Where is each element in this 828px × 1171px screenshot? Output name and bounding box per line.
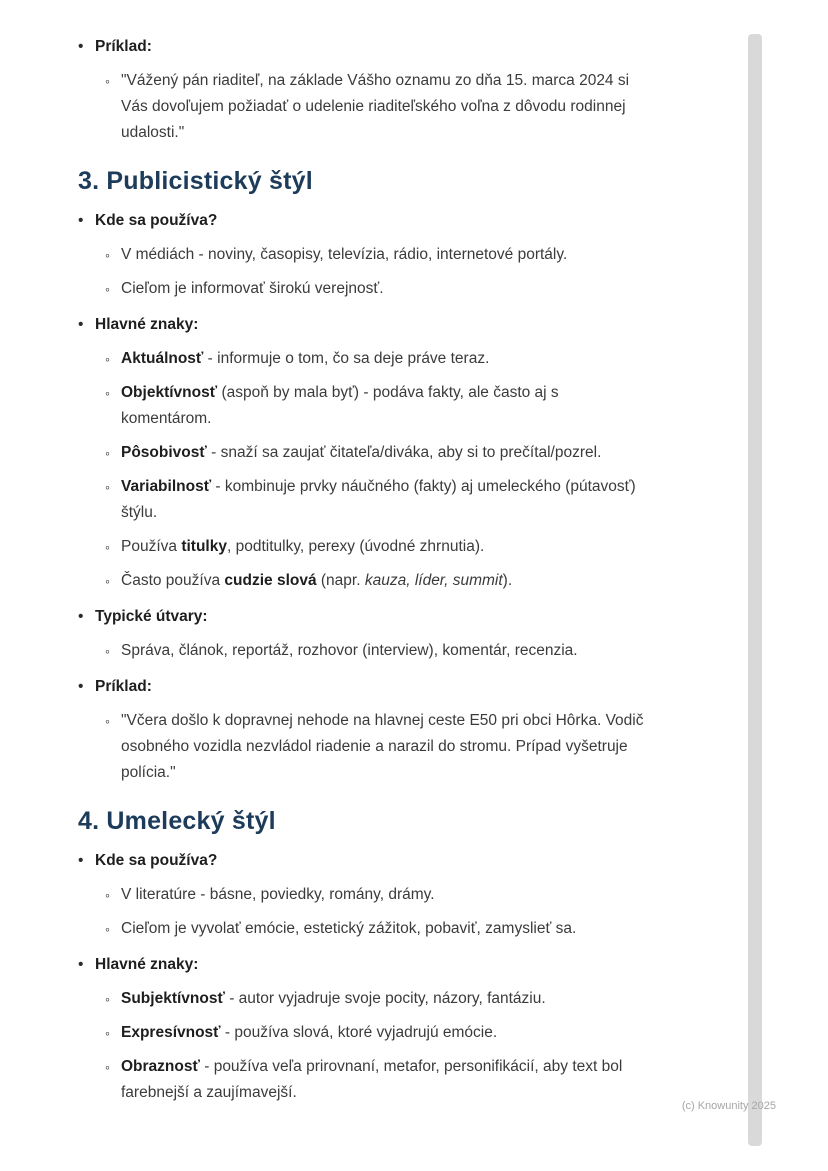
bold-term: Hlavné znaky: [95, 956, 199, 973]
list-item-text [95, 208, 217, 234]
list-item-text [95, 34, 152, 60]
bullet-icon: • [78, 956, 84, 973]
text-segment: ). [502, 572, 513, 589]
list-item-text [121, 474, 648, 526]
bold-term: cudzie slová [224, 572, 317, 589]
bullet-icon: • [78, 212, 84, 229]
text-segment: Správa, článok, reportáž, rozhovor (interview), komentár, recenzia. [121, 642, 578, 659]
list-item [78, 312, 726, 338]
bold-term: Príklad: [95, 678, 152, 695]
bold-term: Kde sa používa? [95, 212, 218, 229]
text-segment: - používa slová, ktoré vyjadrujú emócie. [220, 1024, 498, 1041]
text-segment: Cieľom je vyvolať emócie, estetický zážitok, pobaviť, zamyslieť sa. [121, 920, 577, 937]
sub-list-item [105, 474, 726, 526]
sub-list-item [105, 882, 726, 908]
copyright-footer: (c) Knowunity 2025 [681, 1100, 776, 1112]
sub-list-item [105, 708, 726, 786]
circle-bullet-icon: ◦ [105, 713, 110, 729]
circle-bullet-icon: ◦ [105, 887, 110, 903]
list-item-text [121, 242, 567, 268]
text-segment: - používa veľa prirovnaní, metafor, personifikácií, aby text bol farebnejší a zaujímavejší. [121, 1058, 623, 1101]
bold-term: Pôsobivosť [121, 444, 207, 461]
list-item-text [121, 568, 512, 594]
text-segment: (aspoň by mala byť) - podáva fakty, ale často aj s komentárom. [121, 384, 559, 427]
text-segment: (napr. [316, 572, 365, 589]
bold-term: Subjektívnosť [121, 990, 225, 1007]
bullet-icon: • [78, 852, 84, 869]
circle-bullet-icon: ◦ [105, 281, 110, 297]
text-segment: V médiách - noviny, časopisy, televízia, rádio, internetové portály. [121, 246, 568, 263]
circle-bullet-icon: ◦ [105, 1059, 110, 1075]
text-segment: - kombinuje prvky náučného (fakty) aj umeleckého (pútavosť) štýlu. [121, 478, 636, 521]
circle-bullet-icon: ◦ [105, 573, 110, 589]
text-segment: Cieľom je informovať širokú verejnosť. [121, 280, 384, 297]
list-item-text [121, 1054, 648, 1106]
circle-bullet-icon: ◦ [105, 1025, 110, 1041]
list-item-text [121, 380, 648, 432]
list-item-text [121, 638, 578, 664]
bold-term: Expresívnosť [121, 1024, 221, 1041]
sub-list-item [105, 242, 726, 268]
sub-list-item [105, 440, 726, 466]
list-item-text [121, 708, 648, 786]
list-item [78, 208, 726, 234]
sub-list-item [105, 986, 726, 1012]
list-item-text [121, 534, 484, 560]
text-segment: "Vážený pán riaditeľ, na základe Vášho oznamu zo dňa 15. marca 2024 si Vás dovoľujem požiadať o udelenie riaditeľského voľna z dôvodu rodinnej udalosti." [121, 72, 630, 141]
list-item [78, 848, 726, 874]
list-item-text [121, 346, 489, 372]
sub-list-item [105, 276, 726, 302]
list-item-text [95, 848, 217, 874]
text-segment: - autor vyjadruje svoje pocity, názory, fantáziu. [224, 990, 546, 1007]
scrollbar[interactable] [748, 34, 762, 1146]
list-item-text [121, 882, 435, 908]
list-item [78, 952, 726, 978]
circle-bullet-icon: ◦ [105, 643, 110, 659]
bullet-icon: • [78, 608, 84, 625]
bold-term: Variabilnosť [121, 478, 212, 495]
list-item [78, 604, 726, 630]
circle-bullet-icon: ◦ [105, 351, 110, 367]
bold-term: Obraznosť [121, 1058, 200, 1075]
section-heading: 4. Umelecký štýl [78, 807, 276, 835]
list-item-text [121, 986, 546, 1012]
text-segment: - informuje o tom, čo sa deje práve teraz. [203, 350, 490, 367]
bullet-icon: • [78, 678, 84, 695]
sub-list-item [105, 568, 726, 594]
list-item-text [121, 916, 576, 942]
text-segment: Používa [121, 538, 182, 555]
list-item-text [95, 674, 152, 700]
bold-term: Hlavné znaky: [95, 316, 199, 333]
circle-bullet-icon: ◦ [105, 247, 110, 263]
circle-bullet-icon: ◦ [105, 73, 110, 89]
bold-term: Typické útvary: [95, 608, 208, 625]
bullet-icon: • [78, 38, 84, 55]
circle-bullet-icon: ◦ [105, 385, 110, 401]
list-item-text [95, 952, 198, 978]
text-segment: "Včera došlo k dopravnej nehode na hlavnej ceste E50 pri obci Hôrka. Vodič osobného vozidla nezvládol riadenie a narazil do stromu. Prípad vyšetruje polícia." [121, 712, 644, 781]
circle-bullet-icon: ◦ [105, 445, 110, 461]
sub-list-item [105, 346, 726, 372]
list-item [78, 674, 726, 700]
document-blocks [78, 34, 726, 1106]
list-item [78, 34, 726, 60]
circle-bullet-icon: ◦ [105, 991, 110, 1007]
list-item-text [95, 312, 198, 338]
list-item-text [121, 276, 384, 302]
bullet-icon: • [78, 316, 84, 333]
bold-term: Kde sa používa? [95, 852, 218, 869]
sub-list-item [105, 380, 726, 432]
sub-list-item [105, 916, 726, 942]
sub-list-item [105, 638, 726, 664]
list-item-text [95, 604, 208, 630]
section-heading: 3. Publicistický štýl [78, 167, 313, 195]
sub-list-item [105, 1054, 726, 1106]
italic-term: kauza, líder, summit [364, 572, 503, 589]
bold-term: Aktuálnosť [121, 350, 204, 367]
circle-bullet-icon: ◦ [105, 479, 110, 495]
bold-term: Príklad: [95, 38, 152, 55]
bold-term: Objektívnosť [121, 384, 218, 401]
text-segment: - snaží sa zaujať čitateľa/diváka, aby si to prečítal/pozrel. [206, 444, 602, 461]
list-item-text [121, 68, 648, 146]
list-item-text [121, 440, 601, 466]
bold-term: titulky [181, 538, 227, 555]
circle-bullet-icon: ◦ [105, 539, 110, 555]
text-segment: Často používa [121, 572, 225, 589]
sub-list-item [105, 1020, 726, 1046]
sub-list-item [105, 534, 726, 560]
text-segment: V literatúre - básne, poviedky, romány, drámy. [121, 886, 435, 903]
circle-bullet-icon: ◦ [105, 921, 110, 937]
text-segment: , podtitulky, perexy (úvodné zhrnutia). [226, 538, 485, 555]
sub-list-item [105, 68, 726, 146]
list-item-text [121, 1020, 497, 1046]
